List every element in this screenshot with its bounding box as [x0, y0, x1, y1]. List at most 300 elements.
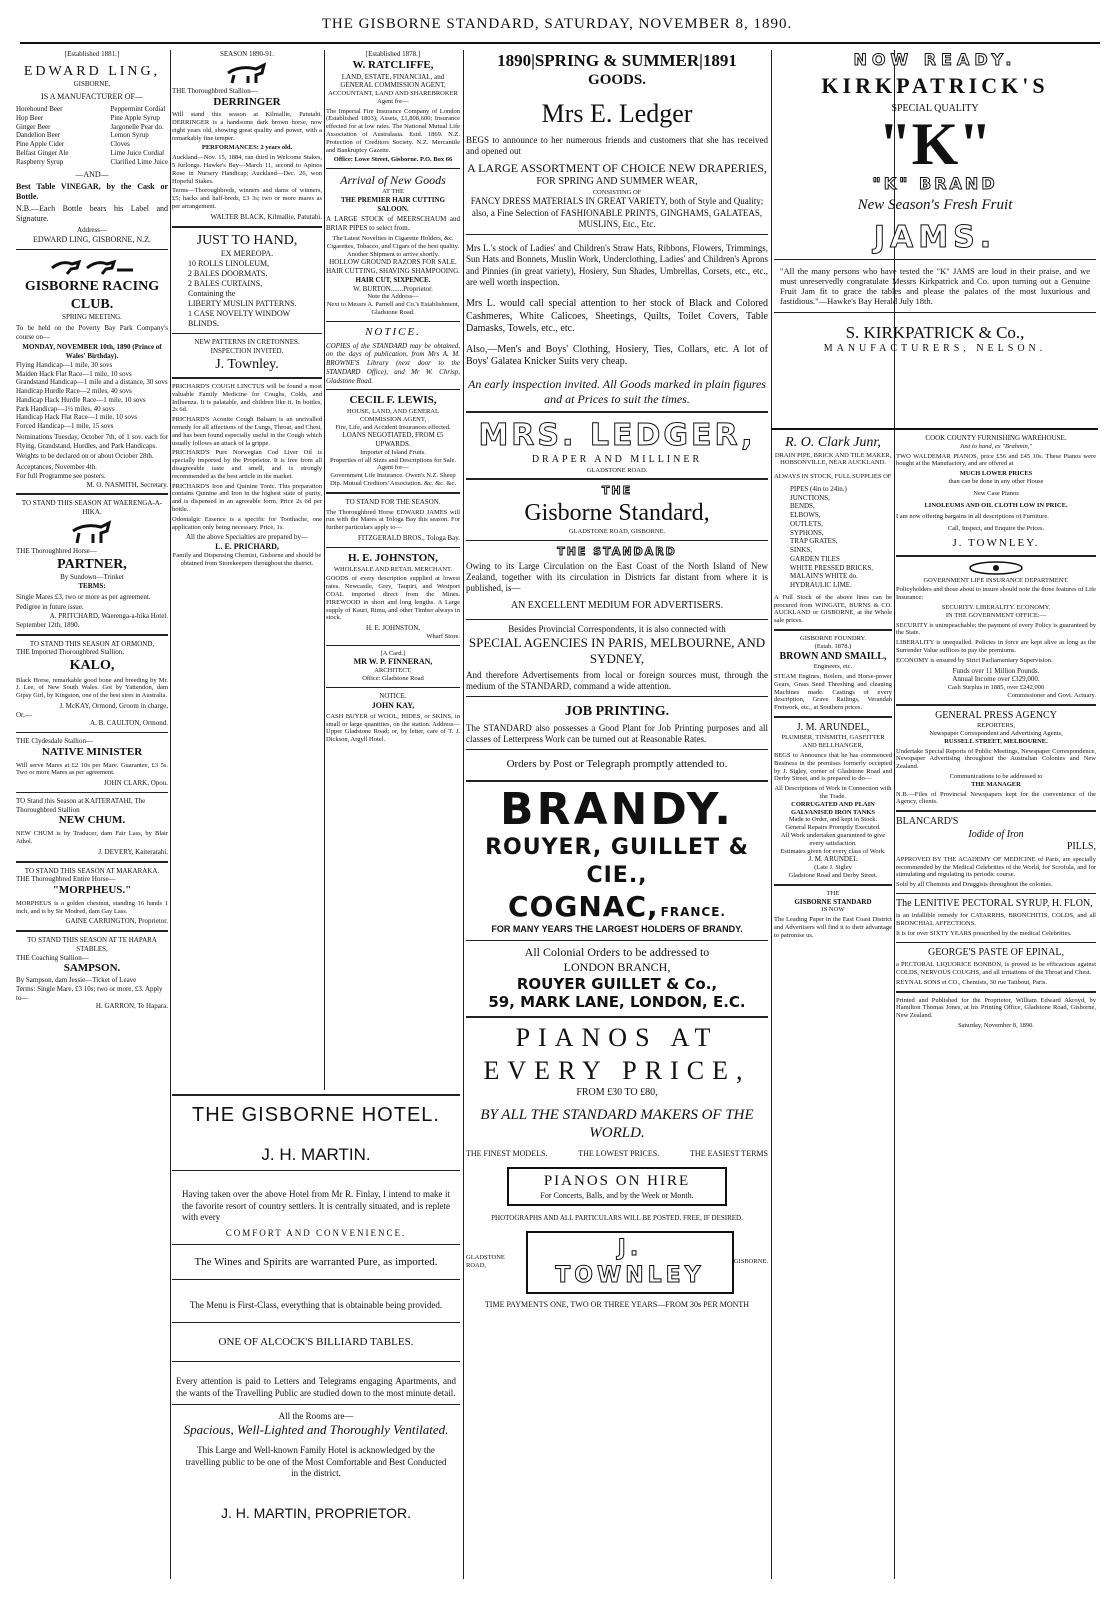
owner: J. McKAY, Ormond, Groom in charge,	[59, 701, 168, 710]
stock-item: Containing the	[188, 289, 236, 299]
razors: HOLLOW GROUND RAZORS FOR SALE.	[329, 258, 457, 267]
assortment: A LARGE ASSORTMENT OF CHOICE NEW DRAPERIES,	[467, 161, 767, 175]
ledger-advert	[466, 50, 768, 474]
or: Or,—	[16, 710, 32, 719]
orders: All Colonial Orders to be addressed to	[524, 944, 710, 959]
weights: Weights to be declared on or about October 28th.	[16, 452, 154, 461]
novelties: The Latest Novelties in Cigarette Holders, &c.	[332, 234, 454, 242]
importer: Importer of Island Fruits.	[360, 448, 426, 456]
call: Call, Inspect, and Enquire the Prices.	[947, 525, 1045, 533]
meeting: SPRING MEETING.	[62, 313, 122, 321]
name: H. E. JOHNSTON,	[348, 551, 438, 564]
race-item: Handicap Hurdle Race—2 miles, 40 sovs	[16, 387, 132, 395]
column-rule	[463, 50, 464, 1579]
note: A Full Stock of the above lines can be procured from WINGATE, BURNS & CO. AUCKLAND or GISBORNE, at the Whole sale prices.	[774, 593, 892, 625]
gisborne-hotel-advert	[172, 1090, 460, 1580]
note-label: Note the Address—	[367, 293, 419, 301]
lower: MUCH LOWER PRICES	[959, 470, 1033, 478]
pianos-advert	[466, 1022, 768, 1310]
gladstone: GLADSTONE ROAD,	[466, 1254, 505, 1270]
season-advert	[326, 498, 460, 543]
goods: GOODS.	[588, 72, 646, 89]
terms: Terms: Single Mare, £3 10s; two or more, £3. Apply to—	[16, 984, 163, 1002]
iron: CORRUGATED AND PLAIN GALVANISED IRON TANKS	[791, 800, 875, 816]
spacious: Spacious, Well-Lighted and Thoroughly Ventilated.	[183, 1422, 449, 1438]
racing-horses-engraving	[47, 254, 137, 276]
stock-item: 10 ROLLS LINOLEUM,	[188, 259, 270, 269]
linctus: PRICHARD'S COUGH LINCTUS will be found a most valuable Family Medicine for Coughs, Colds, and Influenza. It is palatable, and children like it. In bottles, 2s 6d.	[172, 383, 322, 414]
stock-list	[774, 485, 892, 590]
race-item: Forced Handicap—1 mile, 15 sovs	[16, 422, 114, 430]
corner: Gladstone Road and Derby Street.	[788, 871, 878, 879]
brand-name: KIRKPATRICK'S	[821, 73, 1049, 98]
performances-label: PERFORMANCES: 2 years old.	[201, 144, 293, 152]
chemist-line: Family and Dispensing Chemist, Gisborne and should be obtained from Storekeepers throughout the district.	[172, 552, 322, 567]
owner: J. DEVERY, Kaiteratahi.	[98, 847, 168, 856]
time-payments: TIME PAYMENTS ONE, TWO OR THREE YEARS—FROM 30s PER MONTH	[484, 1299, 750, 1309]
france: FRANCE.	[660, 905, 726, 920]
intro: THE Coaching Stallion—	[16, 953, 89, 962]
loans: LOANS NEGOTIATED, FROM £5 UPWARDS.	[342, 431, 444, 449]
properties: Properties of all Sizes and Descriptions for Sale.	[330, 456, 456, 464]
stock-item: ELBOWS,	[790, 511, 821, 520]
owner: FITZGERALD BROS., Tologa Bay.	[358, 534, 460, 543]
product-item: Lemon Syrup	[110, 131, 149, 140]
horse-name: NEW CHUM.	[58, 814, 126, 827]
acceptances: Acceptances, November 4th.	[16, 463, 97, 471]
title: GEORGE'S PASTE OF EPINAL,	[928, 946, 1064, 958]
partner-advert	[16, 499, 168, 629]
intro: To be held on the Poverty Bay Park Company's course on—	[16, 323, 168, 341]
terms: Terms—Thoroughbreds, winners and dams of winners, £5; hacks and half-breds, £3 3s; two or more mares as per arrangement.	[172, 187, 322, 211]
townley-just-to-hand-advert	[172, 232, 322, 374]
acknowledgement: This Large and Well-known Family Hotel is acknowledged by the travelling public to be one of the Most Comfortable and Best Conducted in the district.	[185, 1445, 447, 1479]
hand: Just to hand, ex "Brahmin,"	[959, 442, 1033, 450]
stock-item: MALAIN'S WHITE do.	[790, 572, 858, 581]
k-brand: "K" BRAND	[872, 174, 998, 193]
column-5	[774, 434, 892, 1579]
rooms: All the Rooms are—	[278, 1410, 354, 1421]
hotel-title: THE GISBORNE HOTEL.	[192, 1104, 440, 1126]
product-item: Raspberry Syrup	[16, 157, 64, 166]
horse-name: KALO,	[69, 658, 115, 673]
press-agency-advert	[896, 710, 1096, 806]
firm: S. KIRKPATRICK & Co.,	[845, 323, 1025, 342]
headline: IS A MANUFACTURER OF—	[41, 92, 143, 101]
kirkpatrick-advert	[774, 50, 1096, 400]
vinegar-line: Best Table VINEGAR, by the Cask or Bottle.	[16, 182, 168, 202]
for-line: FOR SPRING AND SUMMER WEAR,	[536, 176, 698, 187]
date: September 12th, 1890.	[16, 620, 80, 629]
range: FROM £30 TO £80,	[576, 1087, 658, 1099]
finneran-advert	[326, 650, 460, 683]
established-line: [Established 1881.]	[64, 50, 120, 58]
body: COPIES of the STANDARD may be obtained, on the days of publication, from Mrs A. M. BROWNE'S Library (next door to the STANDARD Office), and Mr W. Chrisp, Gladstone Road.	[326, 341, 460, 385]
intro: THE Thoroughbred Horse—	[16, 546, 97, 555]
kay-advert	[326, 692, 460, 744]
shipment: Another Shipment to arrive shortly.	[346, 250, 440, 258]
crest-icon	[966, 561, 1026, 575]
burton-saloon-advert	[326, 173, 460, 317]
place: GISBORNE,	[73, 80, 111, 89]
title: GOVERNMENT LIFE INSURANCE DEPARTMENT.	[923, 576, 1069, 584]
horse-engraving	[222, 61, 272, 85]
attention: Every attention is paid to Letters and Telegrams engaging Apartments, and the wants of the Travelling Public are studied down to the most minute detail.	[176, 1376, 456, 1398]
intro: THE Thoroughbred Entire Horse—	[16, 875, 116, 884]
cook-county-advert	[896, 434, 1096, 551]
chemist: L. E. PRICHARD,	[215, 542, 279, 552]
club-title: GISBORNE RACING CLUB.	[24, 279, 160, 312]
quinine: PRICHARD'S Iron and Quinine Tonic. This preparation contains Quinine and Iron in the highest state of purity, and is dispensed in an agreeable form. Price 2s 6d per bottle.	[172, 482, 322, 514]
product-list	[16, 105, 168, 166]
bargains: I am now offering bargains in all descriptions of Furniture.	[896, 513, 1049, 521]
description: LAND, ESTATE, FINANCIAL, and GENERAL COMMISSION AGENT,	[340, 72, 446, 90]
item-list	[172, 259, 322, 329]
comfort: COMFORT AND CONVENIENCE.	[225, 1228, 407, 1239]
stock-item: 1 CASE NOVELTY WINDOW BLINDS.	[188, 309, 290, 329]
ling-advert	[16, 50, 168, 245]
hire-box	[507, 1167, 727, 1206]
in-office: IN THE GOVERNMENT OFFICE:—	[945, 611, 1047, 619]
surplus: Cash Surplus in 1885, over £242,000	[947, 684, 1045, 692]
body: Will serve Mares at £2 10s per Mare. Guarantee, £3 5s. Two or more Mares as per agreement.	[16, 761, 168, 777]
title: JUST TO HAND,	[196, 232, 298, 248]
body: BEGS to Announce that he has commenced Business in the premises formerly occupied by J. Sigley, corner of Gladstone Road and Derby Street, and is prepared to do—	[774, 752, 892, 783]
pedigree: By Sampson, dam Jessie—Ticket of Leave	[16, 976, 137, 985]
title: NOTICE.	[365, 325, 421, 338]
seller: J. Townley.	[215, 356, 279, 372]
heading: TO STAND THIS SEASON AT TE HAPARA STABLES,	[27, 936, 157, 953]
trade: DRAPER AND MILLINER	[531, 454, 703, 466]
trade: PLUMBER, TINSMITH, GASFITTER AND BELLHANGER,	[781, 734, 885, 750]
clark-advert	[774, 434, 892, 625]
wines: The Wines and Spirits are warranted Pure, as imported.	[194, 1255, 438, 1268]
product-item: Pine Apple Syrup	[110, 113, 160, 122]
estimates: Estimates given for every class of Work.	[780, 847, 886, 855]
owner: JOHN CLARK, Opou.	[103, 779, 168, 788]
the: THE	[826, 889, 840, 897]
name: CECIL F. LEWIS,	[349, 394, 437, 407]
body: APPROVED BY THE ACADEMY OF MEDICINE of Paris, are specially recommended by the Medical Celebrities of the World, for Scrofula, and for stimulating and regulating its periodic course.	[896, 855, 1096, 879]
hotel-proprietor: J. H. MARTIN, PROPRIETOR.	[220, 1505, 412, 1522]
at: AT THE	[382, 188, 404, 196]
place: HOBSONVILLE, NEAR AUCKLAND.	[780, 459, 886, 467]
body: CASH BUYER of WOOL, HIDES, or SKINS, in small or large quantities, on the station. Address—Upper Gladstone Road; or, by letter, care of T. J. Dickson, Argyll Hotel.	[326, 712, 460, 744]
seller: J. TOWNLEY	[526, 1231, 734, 1294]
accountant: ACCOUNTANT, LAND AND SHAREBROKER	[328, 90, 458, 97]
owner: GAINE CARRINGTON, Proprietor.	[65, 917, 168, 926]
menu: The Menu is First-Class, everything that is obtainable being provided.	[189, 1300, 443, 1311]
title: GENERAL PRESS AGENCY	[935, 709, 1057, 721]
iodide: Iodide of Iron	[968, 828, 1024, 840]
johnston-advert	[326, 552, 460, 641]
and-line: —AND—	[75, 170, 109, 180]
townley-line	[466, 1231, 768, 1294]
cognac: COGNAC,	[508, 890, 659, 924]
photos: PHOTOGRAPHS AND ALL PARTICULARS WILL BE POSTED, FREE, IF DESIRED.	[491, 1213, 743, 1222]
name: GISBORNE FOUNDRY.	[800, 635, 866, 643]
late: (Late J. Sigley	[814, 864, 852, 872]
new-chum-advert	[16, 797, 168, 857]
body: GOODS of every description supplied at lowest rates. Newcastle, Grey, Taupiri, and Westport COAL imported direct from the Mines. FIREWOOD in short and long lengths. A Large supply of Kauri, Rimu, and other Timber always in stock.	[326, 575, 460, 622]
balsam: PRICHARD'S Aconite Cough Balsam is an unrivalled remedy for all affections of the Lungs, Throat, and Chest, and has been found especially useful in the Cough which usually follows an attack of la grippe.	[172, 416, 322, 447]
standard-advert	[466, 484, 768, 772]
body: STEAM Engines, Boilers, and Horse-power Gears, Grass Seed Threshing and cleaning Machines made. Castings of every description, Grave Railings, Verandah Fretwork, etc., at Southern prices.	[774, 672, 892, 712]
fancy: FANCY DRESS MATERIALS IN GREAT VARIETY, both of Style and Quality; also, a Fine Selection of FASHIONABLE PRINTS, GINGHAMS, GALATEAS, MUSLINS, Etc., Etc.	[470, 196, 764, 229]
heading: TO STAND THIS SEASON AT ORMOND,	[29, 639, 155, 648]
maker: ROUYER, GUILLET & CIE.,	[485, 835, 749, 888]
stock-item: 2 BALES CURTAINS,	[188, 279, 263, 289]
imprint-date: Saturday, November 8, 1890.	[957, 1022, 1035, 1030]
epinal-advert	[896, 947, 1096, 987]
horse-engraving	[67, 519, 117, 545]
title: TO STAND FOR THE SEASON.	[345, 497, 441, 506]
product-item: Peppermint Cordial	[110, 105, 166, 113]
intro: BEGS to announce to her numerous friends and customers that she has received and opened out	[466, 134, 768, 156]
nb-line: N.B.—Each Bottle bears his Label and Signature.	[16, 204, 168, 224]
easiest: THE EASIEST TERMS	[690, 1149, 768, 1159]
stock-item: SYPHONS,	[790, 528, 824, 537]
racing-club-advert	[16, 278, 168, 489]
stock-item: GARDEN TILES	[790, 554, 840, 563]
store: Wharf Store.	[426, 632, 460, 640]
terms-label: TERMS:	[78, 581, 106, 590]
sign: J. M. ARUNDEL	[808, 855, 858, 864]
kalo-advert	[16, 640, 168, 729]
stock-item: OUTLETS,	[790, 519, 823, 528]
body: is an infallible remedy for CATARRHS, BRONCHITIS, COLDS, and all BRONCHIAL AFFECTIONS.	[896, 912, 1096, 928]
column-rule	[771, 50, 772, 1579]
office: Office: Gladstone Road	[362, 675, 424, 683]
product-item: Cloves	[110, 140, 130, 148]
therefore: And therefore Advertisements from local or foreign sources must, through the medium of the STANDARD, command a wide attention.	[466, 669, 768, 691]
lenitive-advert	[896, 898, 1096, 938]
body: MORPHEUS is a golden chestnut, standing 16 hands 1 inch, and is by Sir Modred, dam Gay Lass.	[16, 899, 168, 915]
pedigree-note: Pedigree in future issue.	[16, 603, 84, 612]
banner: MRS. LEDGER,	[478, 417, 756, 453]
advertiser-name: Mrs E. Ledger	[541, 99, 693, 128]
owner: H. GARRON, Te Hapara.	[95, 1002, 168, 1011]
cases: New Case Pianos	[973, 489, 1019, 497]
ship: EX MEREOPA.	[220, 249, 274, 259]
product-item: Belfast Ginger Ale	[16, 148, 69, 157]
guarantee: All Work undertaken guaranteed to give every satisfaction.	[780, 832, 886, 847]
sub: THE STANDARD	[557, 544, 677, 558]
advertiser-name: EDWARD LING,	[23, 63, 161, 79]
stock-item: PIPES (4in to 24in.)	[790, 484, 847, 493]
name: JOHN KAY,	[371, 700, 415, 710]
stock-item: HYDRAULIC LIME.	[790, 581, 852, 590]
body: The Leading Paper in the East Coast District and Advertisers will find it to their advantage to patronise us.	[774, 916, 892, 939]
terms: Single Mares £3, two or more as per agreement.	[16, 592, 151, 601]
proprietor-name: J. H. MARTIN.	[261, 1145, 371, 1164]
body: Black Horse, remarkable good bone and breeding by Mr. J. Lee, of New South Wales. Got by Yattendon, dam Gipsy Girl, by Kingston, one of the best sires in Australia.	[16, 676, 168, 700]
sampson-advert	[16, 936, 168, 1011]
product-item: Jargonelle Pear do.	[110, 122, 164, 131]
title: Arrival of New Goods	[340, 173, 446, 188]
product-item: Clarified Lime Juice	[110, 157, 168, 166]
body: Having taken over the above Hotel from Mr R. Finlay, I intend to make it the favorite resort of country settlers. It is centrally situated, and is replete with every	[182, 1189, 450, 1223]
agencies: The Imperial Fire Insurance Company of London (Established 1803); Assets, £1,808,600; Insurance effected for at low rates. The National Mutual Life Association of Australasia. Estd. 1869. N.Z. Protection of Creditors Society. N.Z. Mercantile and Bankruptcy Gazette.	[326, 107, 460, 154]
funds: Funds over 11 Million Pounds.	[952, 666, 1040, 675]
nominations: Nominations Tuesday, October 7th, of 1 sov. each for Flying, Grandstand, Hurdles, and Park Handicaps.	[16, 432, 168, 450]
agent-for: Agent for—	[377, 97, 409, 105]
holders: FOR MANY YEARS THE LARGEST HOLDERS OF BRANDY.	[491, 924, 743, 935]
race-item: Handicap Hack Hurdle Race—1 mile, 10 sovs	[16, 395, 146, 404]
manager: THE MANAGER	[971, 780, 1021, 788]
comms: Communications to be addressed to	[949, 773, 1043, 781]
stock-item: LIBERTY MUSLIN PATTERNS.	[188, 299, 297, 309]
orders: Orders by Post or Telegraph promptly attended to.	[506, 758, 728, 771]
description: ARCHITECT,	[374, 667, 412, 675]
correspondents: Newspaper Correspondent and Advertising Agents,	[929, 730, 1063, 738]
firm: BROWN AND SMAILL,	[779, 650, 887, 662]
the: THE	[601, 484, 633, 498]
cognac-line	[466, 889, 768, 924]
pedigree: By Sundown—Trinket	[60, 573, 124, 581]
stock-item: SINKS,	[790, 546, 812, 555]
race-list	[16, 361, 168, 431]
security: SECURITY is unimpeachable; the payment of every Policy is guaranteed by the State.	[896, 621, 1096, 637]
reporters: REPORTERS,	[976, 722, 1016, 730]
product-column-right	[110, 105, 168, 166]
intro: THE Thoroughbred Stallion—	[172, 86, 258, 95]
stock-item: TRAP GRATES,	[790, 537, 838, 546]
product-item: Dandelion Beer	[16, 131, 61, 140]
haircut: HAIR CUT, SIXPENCE.	[355, 275, 431, 284]
standard-small-advert	[774, 890, 892, 940]
established: (Estab. 1878.)	[814, 642, 852, 650]
intro: THE Imported Thoroughbred Stallion,	[16, 648, 124, 657]
native-minister-advert	[16, 737, 168, 788]
cigarettes: Cigarettes, Tobacco, and Cigars of the best quality.	[326, 242, 460, 250]
sign: H. E. JOHNSTON,	[365, 624, 421, 633]
alt-owner: A. B. CAULTON, Ormond.	[90, 719, 168, 728]
life-insurance-advert	[896, 561, 1096, 700]
footer: All the above Specialties are prepared by—	[185, 533, 309, 542]
established-line: [Established 1878.]	[365, 50, 421, 58]
name: R. O. Clark Junr,	[785, 435, 881, 450]
hire-sub: For Concerts, Balls, and by the Week or Month.	[540, 1190, 694, 1200]
manufacturers: MANUFACTURERS, NELSON.	[823, 343, 1047, 354]
nb: N.B.—Files of Provincial Newspapers kept for the convenience of the Agency, clients.	[896, 790, 1096, 806]
made: Made to Order, and kept in Stock.	[788, 816, 878, 824]
note: Next to Messrs A. Parnell and Co.'s Establishment, Gladstone Road.	[326, 301, 460, 316]
body: NEW CHUM is by Traducer, dam Fair Lass, by Blair Athol.	[16, 830, 168, 846]
trio: SECURITY. LIBERALITY. ECONOMY.	[941, 604, 1051, 612]
invited: INSPECTION INVITED.	[210, 346, 284, 355]
besides: Besides Provincial Correspondents, it is also connected with	[508, 623, 726, 634]
brandy-advert	[466, 783, 768, 1012]
masthead: THE GISBORNE STANDARD, SATURDAY, NOVEMBER 8, 1890.	[321, 16, 793, 32]
hire: PIANOS ON HIRE	[543, 1173, 691, 1190]
address: GLADSTONE ROAD.	[586, 466, 648, 474]
lowest: THE LOWEST PRICES.	[578, 1149, 660, 1159]
address: GLADSTONE ROAD, GISBORNE.	[568, 528, 666, 536]
body: Will stand this season at Kilmallie, Patutahi. DERRINGER is a handsome dark brown horse, now eight years old, showing great quality and power, with a remarkably fine temper.	[172, 111, 322, 142]
k-mark: "K"	[878, 111, 992, 177]
quote: "All the many persons who have tested the "K" JAMS are loud in their praise, and we must unreservedly congratulate Messrs Kirkpatrick and Co. upon turning out a Genuine Fruit Jam fit to grace the tables and please the palates of the most luxurious and fastidious."—Hawke's Bay Herald July 18th.	[780, 266, 1090, 306]
features	[466, 1149, 768, 1159]
race-item: Grandstand Handicap—1 mile and a distance, 30 sovs	[16, 378, 168, 387]
note: It is for over SIXTY YEARS prescribed by the medical Celebrities.	[896, 929, 1072, 937]
description: HOUSE, LAND, AND GENERAL COMMISSION AGENT,	[347, 408, 439, 423]
proprietor: W. BURTON.......Proprietor.	[353, 284, 433, 293]
agent-for: Agent for—	[377, 464, 409, 472]
office: Office: Lowe Street, Gisborne. P.O. Box 66	[333, 156, 453, 164]
arundel-advert	[774, 722, 892, 880]
body: Undertake Special Reports of Public Meetings, Newspaper Correspondence, Newspaper Advertising throughout the Australian Colonies and New Zealand.	[896, 747, 1096, 771]
income: Annual Income over £329,000.	[952, 675, 1040, 684]
name: J. M. ARUNDEL,	[796, 721, 870, 733]
prichard-advert	[172, 383, 322, 568]
race-item: Handicap Hack Flat Race—1 mile, 10 sovs	[16, 413, 138, 422]
brandy-title: BRANDY.	[500, 783, 734, 835]
invited: An early inspection invited. All Goods marked in plain figures and at Prices to suit the times.	[468, 376, 766, 406]
heading: TO STAND THIS SEASON AT WAERENGA-A-HIKA.	[21, 499, 163, 516]
address: EDWARD LING, GISBORNE, N.Z.	[33, 235, 151, 244]
masthead-rule	[20, 42, 1100, 44]
intro: TO Stand this Season at KAITERATAHI, The Thoroughbred Stallion	[16, 796, 146, 814]
now-ready: NOW READY.	[853, 50, 1017, 69]
morpheus-advert	[16, 867, 168, 927]
product-column-left	[16, 105, 69, 166]
pianos-title: PIANOS AT EVERY PRICE,	[483, 1023, 751, 1085]
horse-name: DERRINGER	[213, 95, 281, 108]
column-4	[466, 50, 768, 1579]
description: WHOLESALE AND RETAIL MERCHANT.	[333, 565, 453, 573]
product-item: Pine Apple Cider	[16, 140, 65, 148]
title: NOTICE.	[379, 692, 407, 701]
description: DRAIN PIPE, BRICK AND TILE MAKER,	[774, 451, 892, 459]
intro: THE Clydesdale Stallion—	[16, 737, 93, 746]
billiard: ONE OF ALCOCK'S BILLIARD TABLES.	[218, 1335, 414, 1348]
fresh-fruit: New Season's Fresh Fruit	[857, 197, 1013, 213]
all: All Descriptions of Work in Connection with the Trade.	[774, 785, 892, 801]
kirkpatrick-rule	[771, 428, 1098, 430]
pianos: TWO WALDEMAR PIANOS, price £56 and £45 10s. These Pianos were bought at the Manufactory, and are offered at	[896, 452, 1096, 468]
street: RUSSELL STREET, MELBOURNE.	[944, 737, 1048, 745]
product-item: Lime Juice Cordial	[110, 148, 165, 157]
body: Owing to its Large Circulation on the East Coast of the North Island of New Zealand, together with its circulation in Districts far distant from where it is published, is—	[466, 560, 768, 594]
agent: REYNAL SONS et CO., Chemists, 30 rue Taitbout, Paris.	[896, 978, 1048, 986]
stock-item: 2 BALES DOORMATS.	[188, 269, 268, 279]
performances: Auckland—Nov. 15, 1884, ran third in Welcome Stakes, 5 furlongs. Hawke's Bay—March 11, second to Apinos Rose in Nursery Handicap; Auckland—Dec. 26, won Hopeful Stakes.	[172, 154, 322, 185]
race-item: Flying Handicap—1 mile, 30 sovs	[16, 360, 113, 369]
jams: JAMS.	[873, 220, 997, 255]
stock: Mrs L.'s stock of Ladies' and Children's Straw Hats, Ribbons, Flowers, Trimmings, Sun Hats and Bonnets, Muslin Work, Underclothing, Ladies' and Children's Aprons and Pinnies (in great variety), Hosiery, Sun Shades, Umbrellas, Corsets, etc., etc., are well worth inspection.	[466, 243, 768, 287]
name: MR W. P. FINNERAN,	[353, 657, 433, 667]
odontalgic: Odontalgic Essence is a specific for Toothache, one application only being necessary. Price, 1s.	[172, 515, 322, 531]
stock: A LARGE STOCK of MEERSCHAUM and BRIAR PIPES to select from.	[326, 215, 460, 233]
card: [A Card.]	[380, 649, 406, 657]
seller: J. TOWNLEY.	[952, 536, 1040, 549]
street: 59, MARK LANE, LONDON, E.C.	[488, 993, 746, 1012]
job-body: The STANDARD also possesses a Good Plant for Job Printing purposes and all classes of Letterpress Work can be turned out at Reasonable Rates.	[466, 722, 768, 744]
economy: ECONOMY is ensured by Strict Parliamentary Supervision.	[896, 656, 1053, 664]
policy: Policyholders and those about to insure should note the three features of Life Insurance:	[896, 586, 1096, 602]
codliver: PRICHARD'S Pure Norwegian Cod Liver Oil is specially imported by the Proprietor. It is free from all disagreeable taste and smell, and is strongly recommended as the best article in the market.	[172, 449, 322, 480]
stock-item: WHITE PRESSED BRICKS,	[790, 563, 874, 572]
imprint: Printed and Published for the Proprietor, William Edward Akroyd, by Hamilton Thomas Jones, at his Printing Office, Gladstone Road, Gisborne, New Zealand.	[896, 996, 1096, 1020]
agencies: Government Life Insurance. Owen's N.Z. Sheep Dip. Mutual Creditors' Association. &c. &c. &c.	[330, 472, 456, 488]
notice-advert	[326, 326, 460, 386]
meeting-date: MONDAY, NOVEMBER 10th, 1890 (Prince of Wales' Birthday).	[22, 343, 162, 360]
column-6	[896, 434, 1096, 1579]
name: W. RATCLIFFE,	[352, 58, 434, 71]
paper-name: GISBORNE STANDARD	[794, 897, 872, 906]
firm: ROUYER GUILLET & Co.,	[516, 974, 718, 993]
